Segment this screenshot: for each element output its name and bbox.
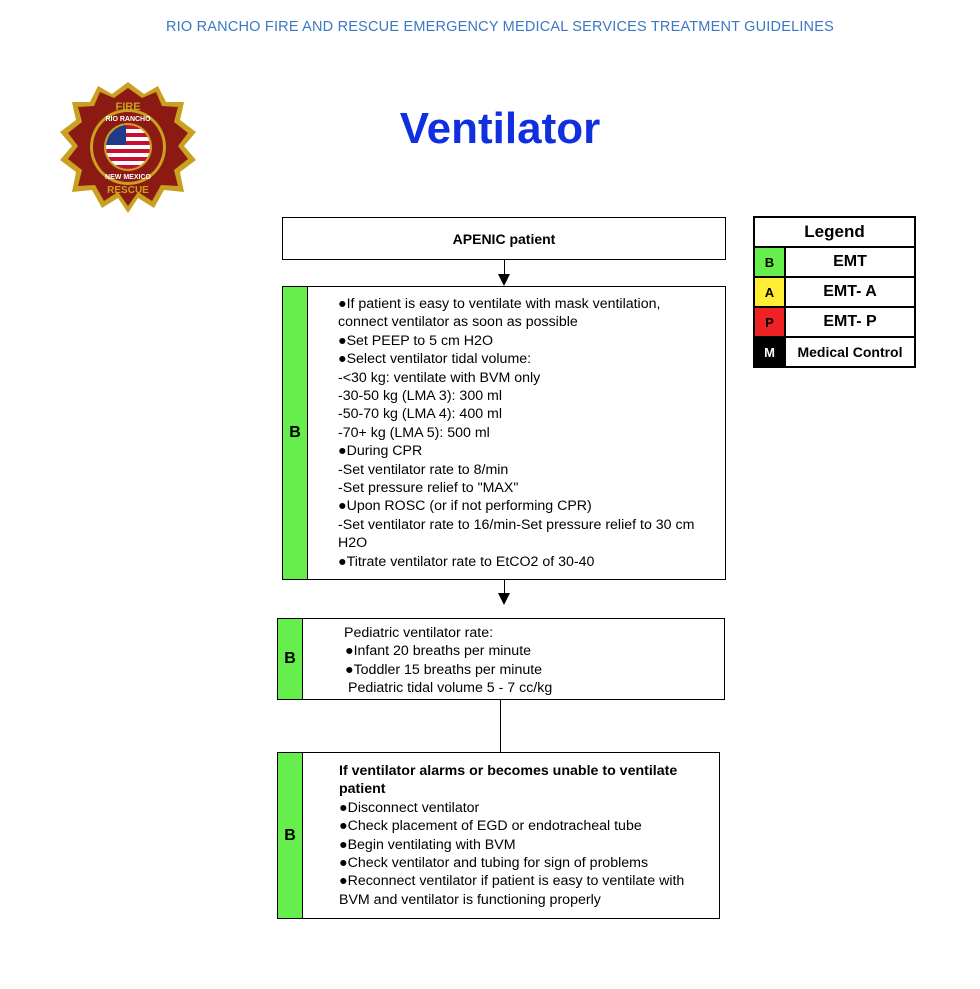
text-line: ●Begin ventilating with BVM [339, 836, 516, 853]
text-line: -Set ventilator rate to 16/min-Set pressure relief to 30 cm [338, 516, 695, 533]
connector-arrow-2 [498, 593, 510, 605]
alarm-heading-line: patient [339, 781, 386, 798]
text-line: ●Titrate ventilator rate to EtCO2 of 30-40 [338, 553, 595, 570]
logo-ring-bottom-text: NEW MEXICO [105, 174, 151, 181]
alarm-heading-line: If ventilator alarms or becomes unable to ventilate [339, 763, 678, 779]
page-title: Ventilator [399, 104, 601, 153]
text-line: -<30 kg: ventilate with BVM only [338, 369, 541, 386]
legend-code-m: M [755, 338, 786, 366]
connector-line-3 [500, 700, 501, 752]
legend-row-emt [755, 248, 914, 278]
text-line: ●Select ventilator tidal volume: [338, 351, 532, 368]
text-line: -30-50 kg (LMA 3): 300 ml [338, 388, 503, 405]
alarm-troubleshooting-text [339, 762, 684, 909]
legend-title: Legend [755, 218, 914, 248]
connector-arrow-1 [498, 274, 510, 286]
apenic-patient-label: APENIC patient [452, 231, 556, 247]
text-line: ●Infant 20 breaths per minute [345, 643, 532, 660]
legend-row-emt-a [755, 278, 914, 308]
alarm-troubleshooting-box [277, 752, 720, 919]
text-line: Pediatric tidal volume 5 - 7 cc/kg [348, 680, 553, 697]
text-line: ●Check placement of EGD or endotracheal tube [339, 818, 642, 835]
level-badge: B [278, 619, 303, 699]
text-line: H2O [338, 535, 368, 552]
legend-code-b: B [755, 248, 786, 276]
adult-ventilation-text [338, 295, 694, 571]
legend-label-emt-a: EMT- A [823, 283, 877, 300]
legend-code-p: P [755, 308, 786, 336]
text-line: -70+ kg (LMA 5): 500 ml [338, 424, 490, 441]
text-line: ●Upon ROSC (or if not performing CPR) [338, 498, 592, 515]
pediatric-ventilation-box [277, 618, 725, 700]
text-line: ●During CPR [338, 443, 423, 460]
legend-code-a: A [755, 278, 786, 306]
text-line: ●Set PEEP to 5 cm H2O [338, 332, 493, 349]
legend-row-emt-p [755, 308, 914, 338]
apenic-patient-box [282, 217, 726, 260]
legend-label-emt: EMT [833, 253, 867, 270]
pediatric-ventilation-text [344, 624, 552, 698]
legend-label-medical-control: Medical Control [797, 344, 903, 360]
text-line: -50-70 kg (LMA 4): 400 ml [338, 406, 503, 423]
text-line: ●Disconnect ventilator [339, 799, 480, 816]
page-header: RIO RANCHO FIRE AND RESCUE EMERGENCY MEDICAL SERVICES TREATMENT GUIDELINES [166, 19, 834, 35]
connector-line-2 [504, 580, 505, 594]
logo-ring-top-text: RIO RANCHO [105, 116, 151, 123]
text-line: ●Reconnect ventilator if patient is easy to ventilate with [339, 873, 685, 890]
legend [753, 216, 916, 368]
text-line: ●Check ventilator and tubing for sign of problems [339, 855, 649, 872]
level-badge: B [278, 753, 303, 918]
logo-fire-text: FIRE [115, 101, 141, 113]
adult-ventilation-box [282, 286, 726, 580]
text-line: Pediatric ventilator rate: [344, 625, 494, 641]
fire-rescue-logo [58, 80, 198, 215]
text-line: -Set ventilator rate to 8/min [338, 461, 509, 478]
legend-row-medical-control [755, 338, 914, 366]
text-line: -Set pressure relief to "MAX" [338, 480, 519, 497]
legend-label-emt-p: EMT- P [823, 313, 877, 330]
text-line: BVM and ventilator is functioning properly [339, 891, 601, 908]
text-line: ●Toddler 15 breaths per minute [345, 661, 543, 678]
text-line: connect ventilator as soon as possible [338, 314, 578, 331]
level-badge: B [283, 287, 308, 579]
text-line: ●If patient is easy to ventilate with mask ventilation, [338, 296, 661, 312]
logo-rescue-text: RESCUE [107, 185, 149, 196]
